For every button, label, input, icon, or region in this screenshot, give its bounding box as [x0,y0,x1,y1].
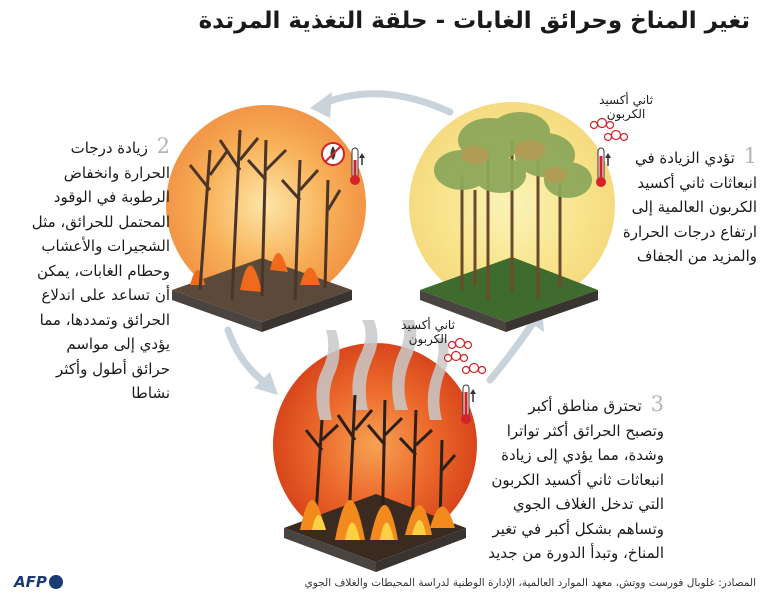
step-3-text [486,392,664,566]
thermometer-icon-2 [350,148,365,185]
thermometer-icon-3 [461,385,476,424]
page-title: تغير المناخ وحرائق الغابات - حلقة التغذية المرتدة [198,8,750,34]
step-2-text [30,134,170,406]
afp-logo [14,573,63,591]
scene-2-dry-forest [166,105,366,332]
step-3-description: تحترق مناطق أكبر وتصبح الحرائق أكثر تواترا وشدة، مما يؤدي إلى زيادة انبعاثات ثاني أكسيد الكربون التي تدخل الغلاف الجوي وتساهم بشكل أكبر في تغير المناخ، وتبدأ الدورة من جديد [488,397,664,562]
scene-1-forest [409,102,615,332]
afp-logo-text: AFP [14,573,47,591]
step-1-text [612,144,757,269]
co2-molecules-icon-1 [591,119,628,141]
no-rain-icon [322,143,344,165]
co2-label-3: ثاني أكسيد الكربون [401,318,455,346]
co2-label-1: ثاني أكسيد الكربون [599,93,653,121]
step-1-number: 1 [743,144,757,168]
step-2-description: زيادة درجات الحرارة وانخفاض الرطوبة في الوقود المحتمل للحرائق، مثل الشجيرات والأعشاب وحطام الغابات، يمكن أن تساعد على اندلاع الحرائق وتمددها، مما يؤدي إلى مواسم حرائق أطول وأكثر نشاطا [31,139,170,402]
arrow-1-to-2 [322,94,450,112]
scene-3-burning-forest [273,320,486,572]
step-2-number: 2 [156,134,170,158]
step-3-number: 3 [650,392,664,416]
afp-logo-dot [49,575,63,589]
step-1-description: تؤدي الزيادة في انبعاثات ثاني أكسيد الكربون العالمية إلى ارتفاع درجات الحرارة والمزيد من الجفاف [622,149,757,265]
source-credit: المصادر: غلوبال فورست ووتش، معهد الموارد العالمية، الإدارة الوطنية لدراسة المحيطات والغلاف الجوي [304,577,756,589]
arrow-2-to-3 [228,330,268,385]
